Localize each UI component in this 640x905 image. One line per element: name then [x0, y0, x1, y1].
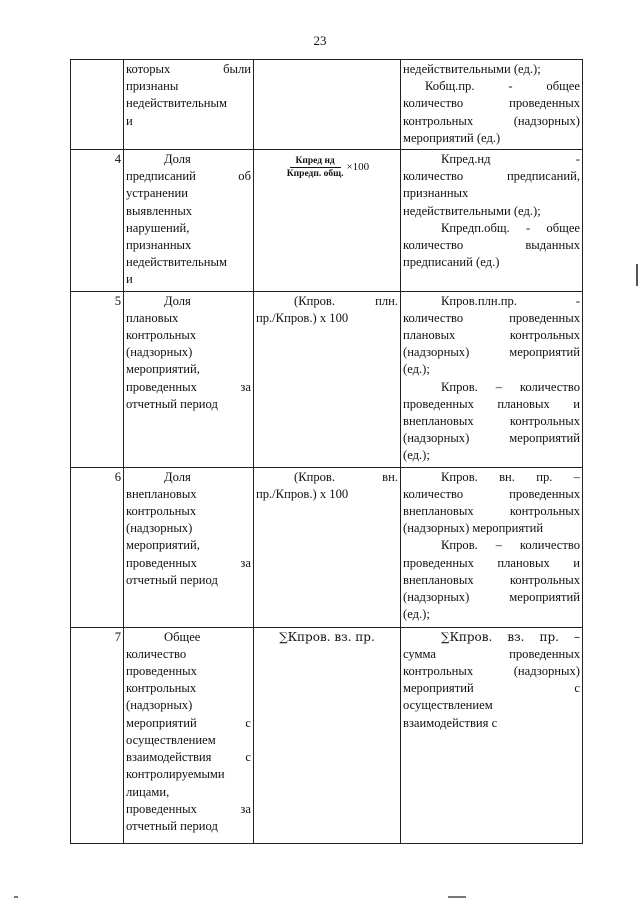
text-line: признанных: [126, 238, 192, 253]
text-line: контрольных: [126, 504, 197, 519]
text-line: предписаний (ед.): [403, 255, 500, 270]
indicator-name-cell: [124, 150, 254, 292]
text-line: мероприятий с: [403, 681, 580, 696]
text-line: выявленных: [126, 203, 193, 218]
description-cell: [401, 627, 583, 843]
text-line: (надзорных) мероприятий: [403, 521, 544, 536]
formula-cell: [254, 150, 401, 292]
text-line: нарушений,: [126, 220, 190, 235]
text-line: количество: [126, 646, 187, 661]
text-line: мероприятий,: [126, 362, 200, 377]
text-line: Кпров. – количество: [441, 538, 580, 553]
table-row: [71, 291, 583, 467]
text-line: недействительными (ед.);: [403, 62, 541, 76]
text-line: внеплановых контрольных: [403, 572, 580, 587]
text-line: контрольных: [126, 328, 197, 343]
description-cell: [401, 291, 583, 467]
text-line: мероприятий с: [126, 715, 251, 730]
text-line: проведенных: [126, 664, 197, 679]
text-line: контрольных: [126, 681, 197, 696]
row-number-cell: 5: [71, 291, 124, 467]
text-line: количество выданных: [403, 238, 580, 253]
indicator-name-cell: [124, 627, 254, 843]
indicators-table: [70, 59, 583, 844]
text-line: которых были: [126, 62, 251, 76]
text-line: (Кпров. вн.: [294, 469, 398, 484]
text-line: проведенных за: [126, 555, 251, 570]
row-number-cell: 4: [71, 150, 124, 292]
text-line: проведенных за: [126, 801, 251, 816]
formula-numerator: Кпред нд: [290, 155, 341, 168]
text-line: отчетный период: [126, 572, 218, 587]
text-line: недействительным: [126, 255, 227, 270]
text-line: Кобщ.пр. - общее: [425, 79, 580, 94]
text-line: Кпров. вн. пр. –: [441, 469, 580, 484]
text-line: Доля: [164, 469, 191, 484]
table-row: [71, 60, 583, 150]
text-line: плановых контрольных: [403, 328, 580, 343]
text-line: количество проведенных: [403, 486, 580, 501]
description-cell: [401, 467, 583, 627]
text-line: плановых: [126, 310, 179, 325]
text-line: Кпредп.общ. - общее: [441, 220, 580, 235]
indicator-name-cell: [124, 291, 254, 467]
text-line: (надзорных): [126, 345, 193, 360]
table-row: [71, 467, 583, 627]
sum-formula: ∑Кпров. вз. пр.: [279, 629, 375, 644]
text-line: пр./Кпров.) х 100: [256, 310, 349, 325]
text-line: признаны: [126, 79, 179, 94]
text-line: проведенных плановых и: [403, 555, 580, 570]
text-line: и: [126, 113, 133, 128]
text-line: недействительными (ед.);: [403, 203, 541, 218]
text-line: проведенных за: [126, 379, 251, 394]
text-line: (ед.);: [403, 362, 430, 377]
indicator-name-cell: [124, 60, 254, 150]
text-line: (ед.);: [403, 607, 430, 622]
text-line: контрольных (надзорных): [403, 664, 580, 679]
text-line: Кпред.нд -: [441, 152, 580, 167]
table-row: [71, 150, 583, 292]
scan-artifact: [448, 896, 466, 898]
formula-denominator: Кпредп. общ.: [286, 169, 344, 180]
text-line: отчетный период: [126, 818, 218, 833]
page-number: 23: [313, 33, 327, 48]
description-cell: [401, 60, 583, 150]
text-line: осуществлением: [403, 698, 493, 713]
text-line: (надзорных) мероприятий: [403, 345, 580, 360]
text-line: Общее: [164, 629, 201, 644]
text-line: контролируемыми: [126, 767, 225, 782]
text-line: внеплановых: [126, 486, 197, 501]
row-number-cell: 6: [71, 467, 124, 627]
text-line: внеплановых контрольных: [403, 504, 580, 519]
formula-cell: [254, 627, 401, 843]
formula-fraction: [285, 155, 369, 180]
formula-cell: [254, 60, 401, 150]
formula-multiplier: ×100: [346, 160, 370, 173]
text-line: Доля: [164, 152, 191, 167]
scan-artifact: [14, 896, 18, 898]
text-line: пр./Кпров.) х 100: [256, 486, 349, 501]
text-line: мероприятий,: [126, 538, 200, 553]
text-line: контрольных (надзорных): [403, 113, 580, 128]
description-cell: [401, 150, 583, 292]
row-number-cell: [71, 60, 124, 150]
text-line: (надзорных): [126, 698, 193, 713]
text-line: устранении: [126, 186, 188, 201]
text-line: (надзорных) мероприятий: [403, 431, 580, 446]
text-line: недействительным: [126, 96, 227, 111]
text-line: (надзорных) мероприятий: [403, 590, 580, 605]
formula-cell: [254, 291, 401, 467]
text-line: количество проведенных: [403, 96, 580, 111]
table-row: [71, 627, 583, 843]
text-line: количество предписаний,: [403, 169, 580, 184]
text-line: мероприятий (ед.): [403, 130, 501, 145]
text-line: проведенных плановых и: [403, 396, 580, 411]
text-line: ∑Кпров. вз. пр. –: [441, 629, 580, 644]
text-line: Доля: [164, 293, 191, 308]
text-line: взаимодействия с: [126, 750, 251, 765]
text-line: Кпров.плн.пр. -: [441, 293, 580, 308]
text-line: сумма проведенных: [403, 646, 580, 661]
text-line: (Кпров. плн.: [294, 293, 398, 308]
text-line: и: [126, 272, 133, 287]
text-line: (надзорных): [126, 521, 193, 536]
text-line: внеплановых контрольных: [403, 414, 580, 429]
text-line: осуществлением: [126, 732, 216, 747]
text-line: (ед.);: [403, 448, 430, 463]
text-line: Кпров. – количество: [441, 379, 580, 394]
scan-edge-mark: [636, 264, 638, 286]
text-line: взаимодействия с: [403, 715, 498, 730]
text-line: предписаний об: [126, 169, 251, 184]
text-line: признанных: [403, 186, 469, 201]
formula-cell: [254, 467, 401, 627]
text-line: количество проведенных: [403, 310, 580, 325]
text-line: лицами,: [126, 784, 170, 799]
indicator-name-cell: [124, 467, 254, 627]
text-line: отчетный период: [126, 396, 218, 411]
row-number-cell: 7: [71, 627, 124, 843]
